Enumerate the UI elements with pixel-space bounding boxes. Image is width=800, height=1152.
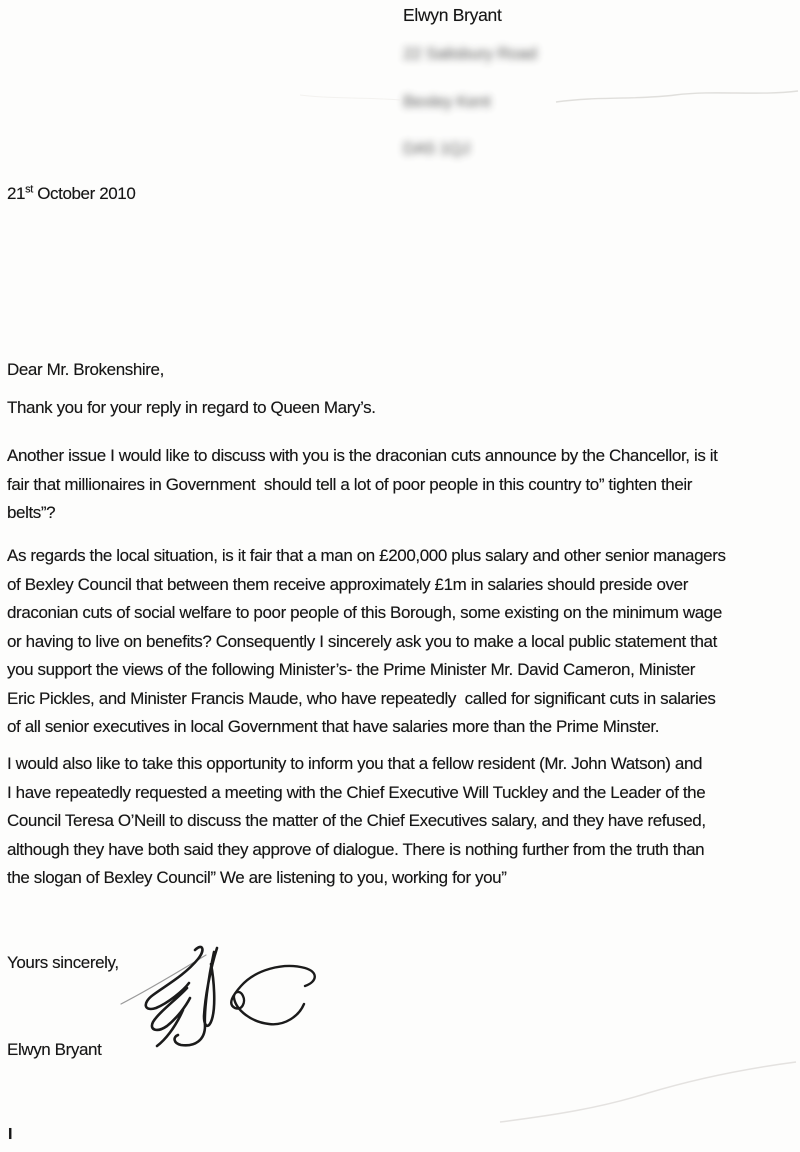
body-line: of all senior executives in local Government that have salaries more than the Prime Minster. <box>7 717 660 736</box>
body-line: I have repeatedly requested a meeting with the Chief Executive Will Tuckley and the Leader of the <box>7 782 706 802</box>
body-line: Thank you for your reply in regard to Queen Mary’s. <box>7 398 376 417</box>
sender-name: Elwyn Bryant <box>403 5 502 25</box>
paragraph-2 <box>7 442 717 528</box>
body-line: draconian cuts of social welfare to poor people of this Borough, some existing on the minimum wage <box>7 603 722 622</box>
date-month-year: October 2010 <box>32 184 136 203</box>
paragraph-1 <box>7 394 376 423</box>
body-line: Eric Pickles, and Minister Francis Maude, who have repeatedly called for significant cuts in salaries <box>7 688 716 708</box>
body-line: although they have both said they approve of dialogue. There is nothing further from the truth than <box>7 839 705 859</box>
redacted-address-line-2: Bexley Kent <box>403 92 491 111</box>
body-line: I would also like to take this opportunity to inform you that a fellow resident (Mr. John Watson) and <box>7 754 703 773</box>
salutation: Dear Mr. Brokenshire, <box>7 360 164 379</box>
body-line: or having to live on benefits? Consequently I sincerely ask you to make a local public statement that <box>7 631 717 651</box>
signature-image <box>105 936 330 1054</box>
body-line: you support the views of the following Minister’s- the Prime Minister Mr. David Cameron, Minister <box>7 660 696 679</box>
body-line: the slogan of Bexley Council” We are listening to you, working for you” <box>7 868 507 887</box>
paragraph-3 <box>7 542 726 742</box>
body-line: As regards the local situation, is it fair that a man on £200,000 plus salary and other senior managers <box>7 546 726 565</box>
date-ordinal: st <box>25 183 33 196</box>
date-day: 21 <box>7 184 26 203</box>
redacted-address-line-1: 22 Salisbury Road <box>403 44 537 63</box>
body-line: fair that millionaires in Government should tell a lot of poor people in this country to” tighten their <box>7 474 693 494</box>
body-line: Council Teresa O’Neill to discuss the matter of the Chief Executives salary, and they have refused, <box>7 811 706 830</box>
paragraph-4 <box>7 750 706 893</box>
handwritten-signature <box>105 936 330 1054</box>
letter-date <box>7 184 135 204</box>
body-line: Another issue I would like to discuss with you is the draconian cuts announce by the Chancellor, is it <box>7 446 718 465</box>
body-line: belts”? <box>7 503 56 522</box>
signature-printed-name: Elwyn Bryant <box>7 1040 102 1059</box>
page-mark: I <box>8 1126 12 1143</box>
body-line: of Bexley Council that between them receive approximately £1m in salaries should preside over <box>7 574 688 594</box>
redacted-address-line-3: DA5 1QJ <box>403 139 470 158</box>
closing-line: Yours sincerely, <box>7 953 119 972</box>
